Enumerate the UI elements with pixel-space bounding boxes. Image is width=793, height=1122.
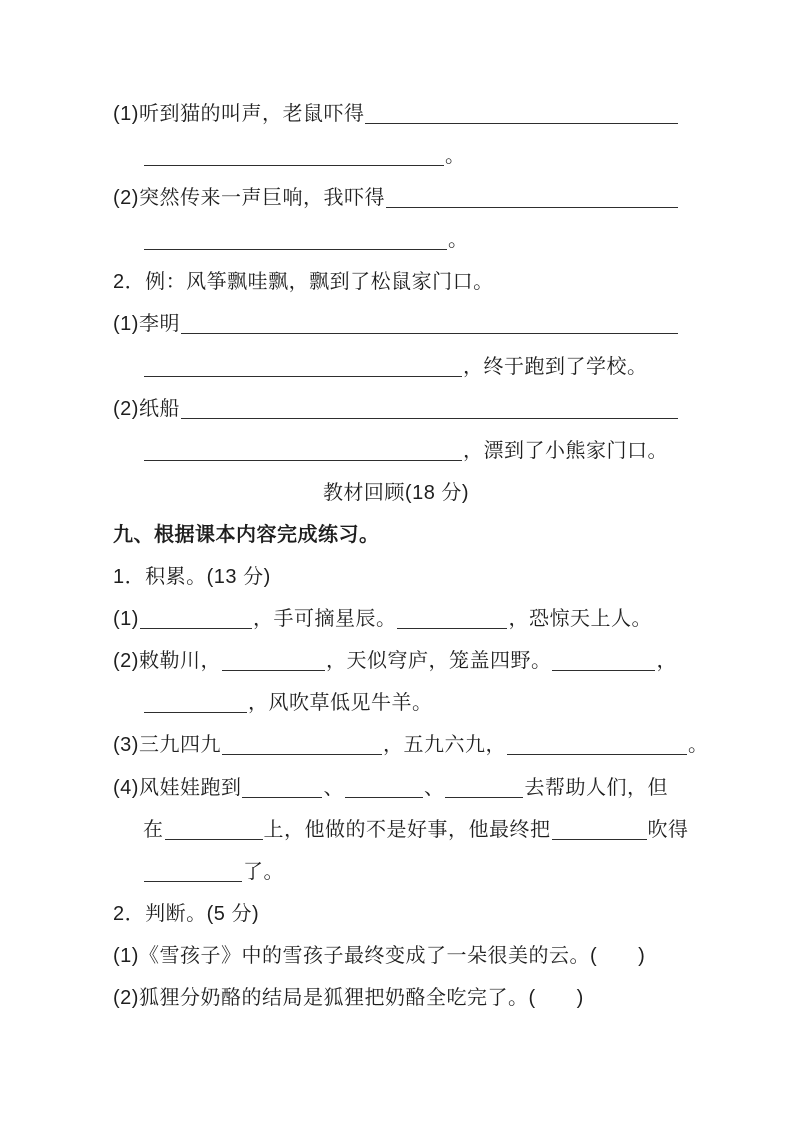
blank-field [552, 656, 655, 671]
text-segment: (1)《雪孩子》中的雪孩子最终变成了一朵很美的云。( ) [113, 944, 646, 967]
q9-sub2-item2 [113, 981, 679, 1023]
blank-field [445, 783, 523, 798]
blank-field [144, 867, 242, 882]
q9-sub1-item1 [113, 602, 679, 644]
q9-sub1-item4-line3 [113, 855, 679, 897]
text-segment: ，终于跑到了学校。 [463, 355, 648, 378]
blank-field [144, 446, 462, 461]
sentence-ex1-item1-line2 [113, 139, 679, 181]
text-segment: 。 [687, 734, 709, 757]
sentence-ex1-item1-line1 [113, 97, 679, 139]
blank-field [552, 825, 647, 840]
text-segment: 。 [448, 229, 469, 252]
text-segment: ，恐惊天上人。 [508, 608, 652, 631]
blank-field [140, 614, 252, 629]
sentence-ex2-item1-line2 [113, 350, 679, 392]
blank-field [222, 740, 382, 755]
blank-field [181, 404, 678, 419]
text-segment: 吹得 [647, 818, 689, 841]
text-segment: (2)狐狸分奶酪的结局是狐狸把奶酪全吃完了。( ) [113, 986, 584, 1009]
q9-sub1-item2-line2 [113, 686, 679, 728]
sentence-ex2-example [113, 265, 679, 307]
text-segment: 在 [143, 818, 164, 841]
blank-field [345, 783, 423, 798]
q9-sub1-heading [113, 560, 679, 602]
text-segment: 上，他做的不是好事，他最终把 [263, 818, 551, 841]
text-segment: ，五九六九， [382, 734, 506, 757]
blank-field [144, 362, 462, 377]
q9-sub1-item3 [113, 728, 709, 770]
sentence-ex2-item2-line2 [113, 434, 679, 476]
text-segment: 2．例：风筝飘哇飘，飘到了松鼠家门口。 [113, 271, 494, 294]
blank-field [386, 193, 678, 208]
text-segment: 、 [423, 776, 445, 799]
text-segment: (1) [113, 608, 139, 631]
text-segment: (2)纸船 [113, 397, 180, 420]
q9-sub2-item1 [113, 939, 679, 981]
text-segment: ， [656, 650, 677, 673]
blank-field [165, 825, 263, 840]
q9-sub1-item4-line2 [113, 813, 689, 855]
text-segment: ，风吹草低见牛羊。 [248, 692, 433, 715]
q9-sub1-item2-line1 [113, 644, 679, 686]
sentence-ex2-item1-line1 [113, 307, 679, 349]
blank-field [144, 151, 444, 166]
blank-field [242, 783, 322, 798]
blank-field [144, 235, 447, 250]
sentence-ex1-item2-line1 [113, 181, 679, 223]
text-segment: (2)突然传来一声巨响，我吓得 [113, 187, 385, 210]
text-segment: (1)李明 [113, 313, 180, 336]
text-segment: ，手可摘星辰。 [252, 608, 397, 631]
text-segment: 1．积累。(13 分) [113, 566, 271, 589]
text-segment: (4)风娃娃跑到 [113, 776, 242, 799]
sentence-ex1-item2-line2 [113, 223, 679, 265]
blank-field [181, 319, 678, 334]
q9-sub2-heading [113, 897, 679, 939]
section-title [113, 476, 679, 518]
text-segment: ，漂到了小熊家门口。 [463, 439, 668, 462]
text-segment: 。 [445, 145, 466, 168]
blank-field [144, 698, 247, 713]
text-segment: ，天似穹庐，笼盖四野。 [325, 650, 552, 673]
text-segment: 2．判断。(5 分) [113, 902, 260, 925]
text-segment: (3)三九四九 [113, 734, 221, 757]
text-segment: 、 [323, 776, 344, 799]
text-segment: (1)听到猫的叫声，老鼠吓得 [113, 103, 365, 125]
text-segment: (2)敕勒川， [113, 650, 221, 673]
sentence-ex2-item2-line1 [113, 392, 679, 434]
blank-field [507, 740, 687, 755]
q9-sub1-item4-line1 [113, 771, 679, 813]
blank-field [397, 614, 507, 629]
text-segment: 九、根据课本内容完成练习。 [113, 523, 380, 546]
blank-field [365, 109, 678, 124]
question-9-heading [113, 518, 679, 560]
text-segment: 教材回顾(18 分) [322, 481, 470, 504]
blank-field [222, 656, 325, 671]
worksheet-body [113, 97, 709, 1023]
text-segment: 了。 [243, 860, 284, 883]
text-segment: 去帮助人们，但 [524, 776, 668, 799]
